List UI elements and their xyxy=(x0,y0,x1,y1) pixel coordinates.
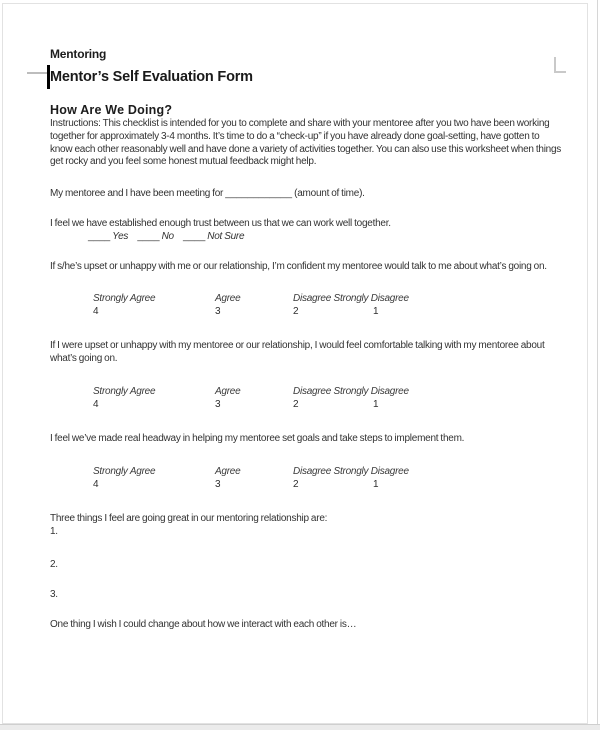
scale-value-1: 1 xyxy=(373,398,379,410)
scale-value-2: 2 xyxy=(293,306,299,318)
page-bottom-edge xyxy=(0,724,600,730)
document-content xyxy=(3,4,600,632)
scale-value-4: 4 xyxy=(93,398,99,410)
scale-value-1: 1 xyxy=(373,478,379,490)
scale-value-3: 3 xyxy=(215,398,221,410)
meeting-duration-text-before: My mentoree and I have been meeting for xyxy=(50,188,224,200)
scale-label-agree: Agree xyxy=(215,465,241,477)
three-things-prompt: Three things I feel are going great in our mentoring relationship are: xyxy=(50,512,328,524)
section-heading: How Are We Doing? xyxy=(50,103,173,117)
rating-scale-1 xyxy=(50,293,563,319)
scale-label-strongly-agree: Strongly Agree xyxy=(93,293,156,305)
document-page[interactable] xyxy=(2,3,588,724)
change-prompt: One thing I wish I could change about how we interact with each other is… xyxy=(50,618,357,630)
scale-label-agree: Agree xyxy=(215,293,241,305)
question-headway: I feel we’ve made real headway in helping my mentoree set goals and take steps to implement them. xyxy=(50,432,465,444)
window-edge-right xyxy=(597,0,598,730)
document-title-text: Mentor’s Self Evaluation Form xyxy=(50,69,253,85)
question-upset-mentoree: If s/he’s upset or unhappy with me or our relationship, I’m confident my mentoree would talk to me about what’s going on. xyxy=(50,260,547,272)
meeting-duration-text-after: (amount of time). xyxy=(294,188,365,200)
document-kicker: Mentoring xyxy=(50,47,107,61)
instructions-paragraph: Instructions: This checklist is intended for you to complete and share with your mentoree after you two have been working together for approximately 3-4 months. It’s time to do a “check-up” if you have already done goal-setting, have gotten to know each other reasonably well and have done a variety of activities together. You can also use this worksheet when things get rocky and you feel some honest mutual feedback might help. xyxy=(50,118,562,168)
scale-value-4: 4 xyxy=(93,306,99,318)
meeting-duration-blank-field[interactable]: ____________ xyxy=(225,188,293,200)
scale-label-disagree-strongly-disagree: Disagree Strongly Disagree xyxy=(293,385,409,397)
trust-option-yes-label: Yes xyxy=(112,230,129,242)
scale-value-3: 3 xyxy=(215,306,221,318)
list-item-number-1: 1. xyxy=(50,525,58,537)
scale-label-agree: Agree xyxy=(215,385,241,397)
trust-option-yes[interactable] xyxy=(88,231,128,242)
question-upset-mentor: If I were upset or unhappy with my mentoree or our relationship, I would feel comfortable talking with my mentoree about what’s going on. xyxy=(50,340,545,365)
scale-value-2: 2 xyxy=(293,398,299,410)
rating-scale-2 xyxy=(50,386,563,412)
document-title xyxy=(50,68,563,86)
scale-value-2: 2 xyxy=(293,478,299,490)
meeting-duration-line xyxy=(50,188,563,201)
trust-option-not-sure-blank[interactable]: ____ xyxy=(183,230,206,242)
scale-value-4: 4 xyxy=(93,478,99,490)
trust-options-row xyxy=(50,231,563,244)
list-item-number-2: 2. xyxy=(50,559,58,571)
trust-option-no[interactable] xyxy=(137,231,174,242)
trust-option-not-sure-label: Not Sure xyxy=(207,230,245,242)
scale-value-3: 3 xyxy=(215,478,221,490)
text-cursor-caret xyxy=(47,65,50,89)
scale-label-disagree-strongly-disagree: Disagree Strongly Disagree xyxy=(293,465,409,477)
scale-label-strongly-agree: Strongly Agree xyxy=(93,465,156,477)
trust-option-yes-blank[interactable]: ____ xyxy=(88,230,111,242)
scale-label-disagree-strongly-disagree: Disagree Strongly Disagree xyxy=(293,293,409,305)
trust-question: I feel we have established enough trust between us that we can work well together. xyxy=(50,217,391,229)
trust-option-no-blank[interactable]: ____ xyxy=(137,230,160,242)
rating-scale-3 xyxy=(50,466,563,492)
scale-value-1: 1 xyxy=(373,306,379,318)
scale-label-strongly-agree: Strongly Agree xyxy=(93,385,156,397)
trust-option-not-sure[interactable] xyxy=(183,231,244,242)
trust-option-no-label: No xyxy=(161,230,174,242)
list-item-number-3: 3. xyxy=(50,589,58,601)
